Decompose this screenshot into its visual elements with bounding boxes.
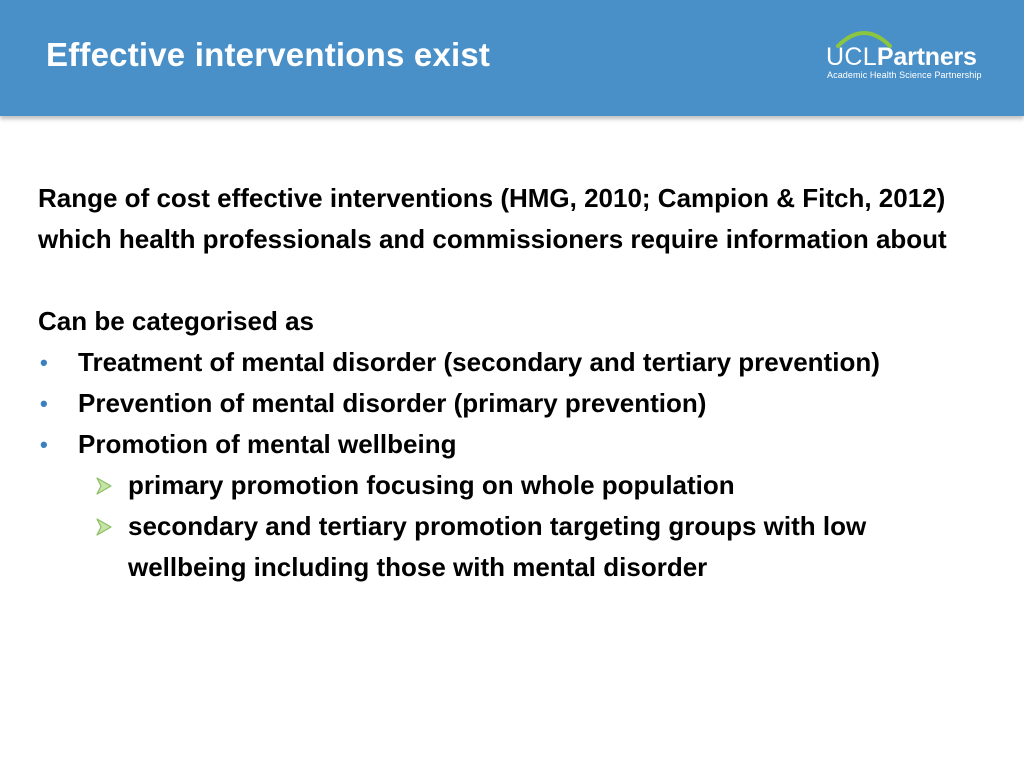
arrow-bullet-icon [94,476,114,496]
spacer [38,260,948,301]
sub-bullet-list [78,465,948,588]
slide-body [38,178,948,588]
bullet-text: Prevention of mental disorder (primary prevention) [78,388,707,418]
sub-bullet-text: secondary and tertiary promotion targeting groups with low wellbeing including those with mental disorder [128,511,867,582]
sub-bullet-item [128,465,948,506]
uclpartners-logo [824,26,994,86]
bullet-list [38,342,948,588]
logo-wordmark [826,42,977,72]
bullet-text: Treatment of mental disorder (secondary and tertiary prevention) [78,347,880,377]
bullet-item [38,424,948,588]
bullet-item [38,383,948,424]
header-bar [0,0,1024,116]
logo-ucl-text: UCL [826,43,877,71]
slide-title: Effective interventions exist [46,36,491,73]
sub-bullet-text: primary promotion focusing on whole population [128,470,735,500]
intro-paragraph: Range of cost effective interventions (HMG, 2010; Campion & Fitch, 2012) which health professionals and commissioners require information about [38,183,947,254]
bullet-item [38,342,948,383]
bullet-dot-icon: • [40,350,48,375]
bullet-text: Promotion of mental wellbeing [78,429,457,459]
bullet-dot-icon: • [40,391,48,416]
logo-tagline: Academic Health Science Partnership [827,70,982,80]
sub-bullet-item [128,506,948,588]
categorised-label: Can be categorised as [38,306,314,336]
bullet-dot-icon: • [40,432,48,457]
logo-partners-text: Partners [876,43,977,71]
arrow-bullet-icon [94,517,114,537]
